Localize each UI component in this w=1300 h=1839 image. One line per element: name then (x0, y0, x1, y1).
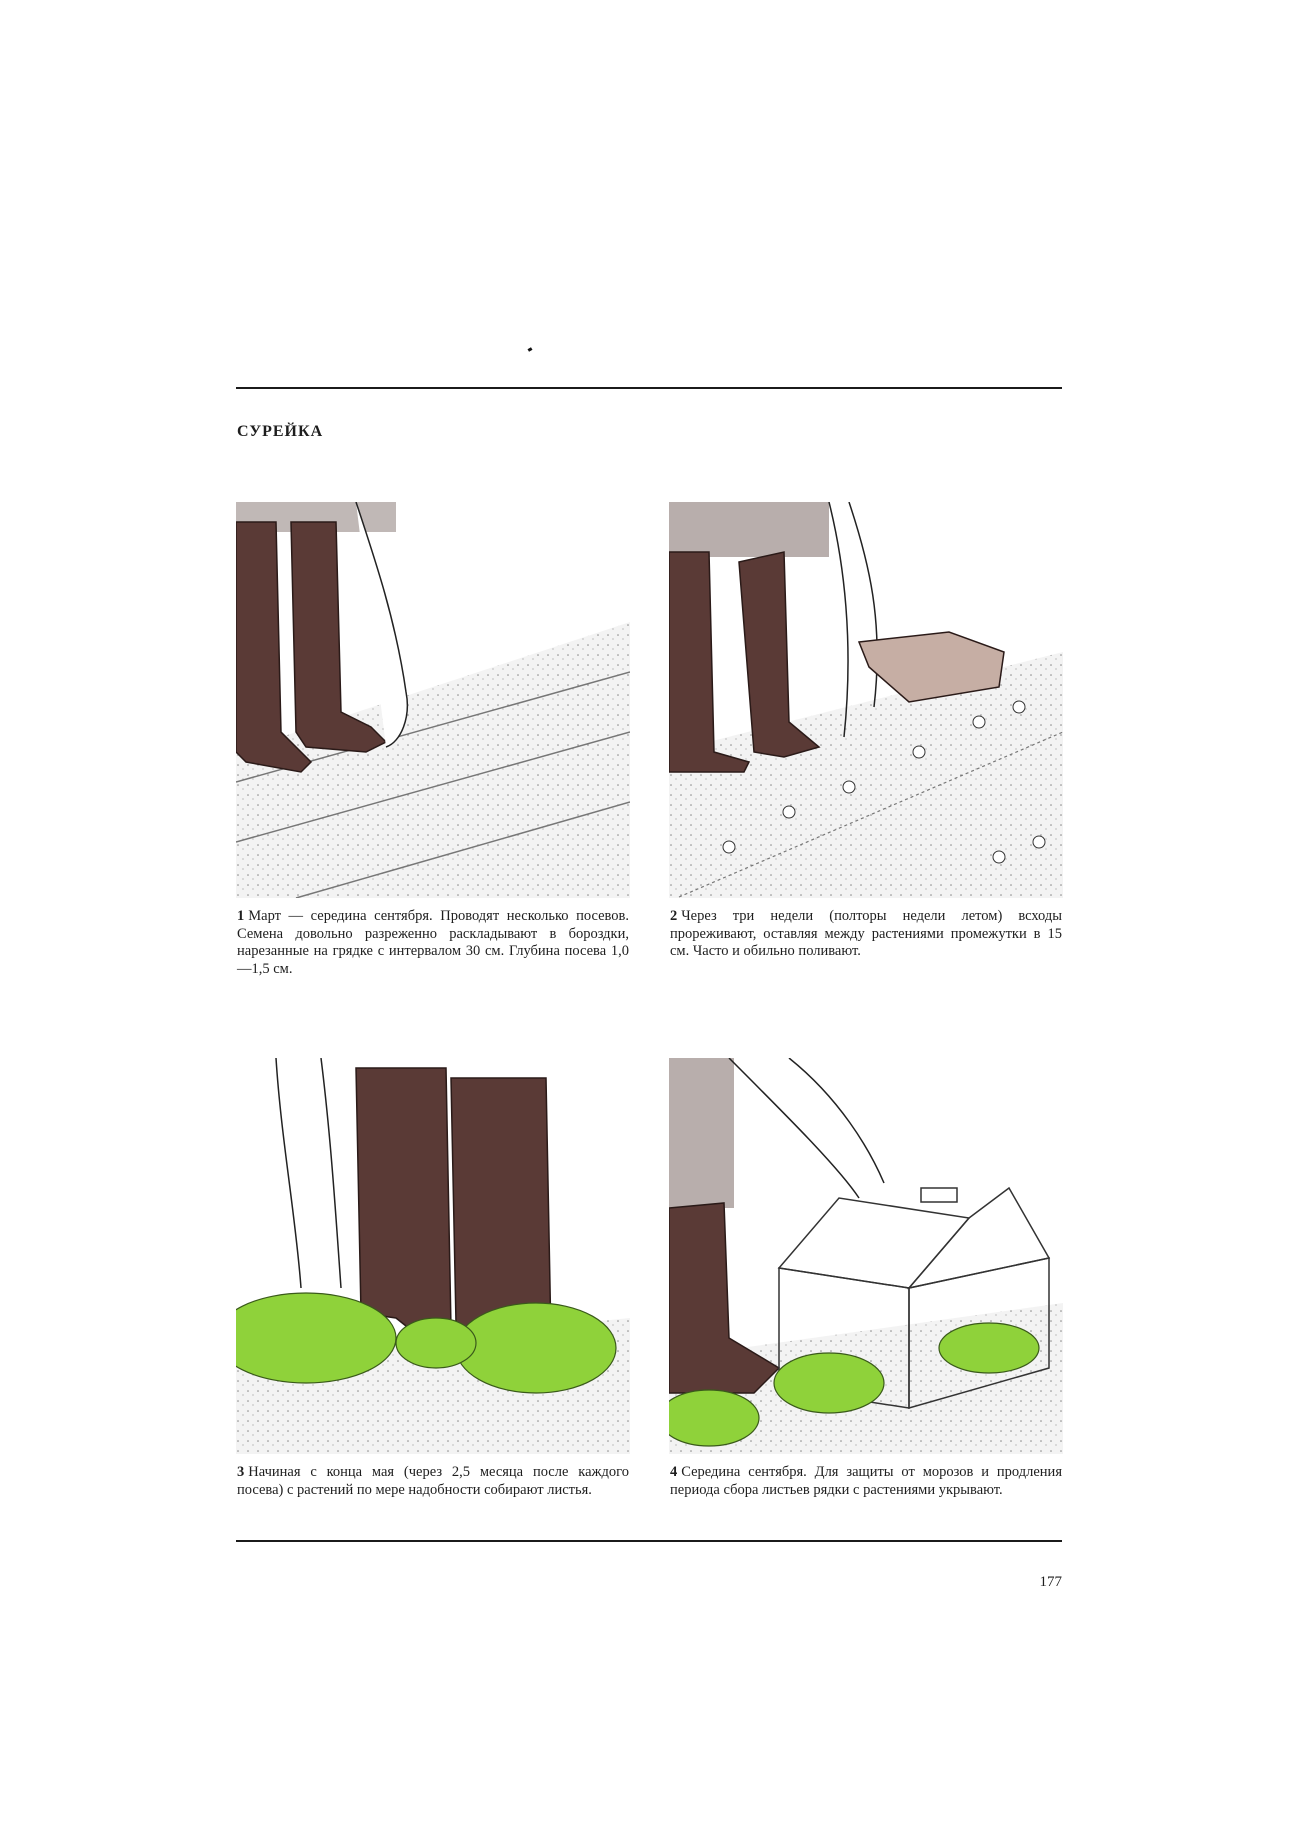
caption-number: 1 (237, 908, 245, 924)
caption-number: 3 (237, 1464, 245, 1480)
illustration-1-sowing (236, 502, 630, 898)
page-number: 177 (1039, 1574, 1062, 1590)
stray-ink-dot (528, 347, 533, 352)
illustration-2-thinning (669, 502, 1063, 898)
caption-text: Начиная с конца мая (через 2,5 месяца после каждого посева) с растений по мере надобности собирают листья. (237, 1464, 629, 1498)
caption-text: Через три недели (полторы недели летом) всходы прореживают, оставляя между растениями промежутки в 15 см. Часто и обильно поливают. (670, 908, 1062, 959)
caption-number: 4 (670, 1464, 678, 1480)
top-rule (236, 387, 1062, 389)
caption-3 (237, 1464, 629, 1499)
caption-2 (670, 908, 1062, 961)
caption-number: 2 (670, 908, 678, 924)
illustration-4-covering (669, 1058, 1063, 1454)
caption-4 (670, 1464, 1062, 1499)
illustration-3-harvesting (236, 1058, 630, 1454)
page-title: СУРЕЙКА (237, 423, 324, 440)
caption-text: Середина сентября. Для защиты от морозов и продления периода сбора листьев рядки с растениями укрывают. (670, 1464, 1062, 1498)
bottom-rule (236, 1540, 1062, 1542)
caption-text: Март — середина сентября. Проводят несколько посевов. Семена довольно разреженно раскладывают в бороздки, нарезанные на грядке с интервалом 30 см. Глубина посева 1,0—1,5 см. (237, 908, 629, 977)
caption-1 (237, 908, 629, 978)
